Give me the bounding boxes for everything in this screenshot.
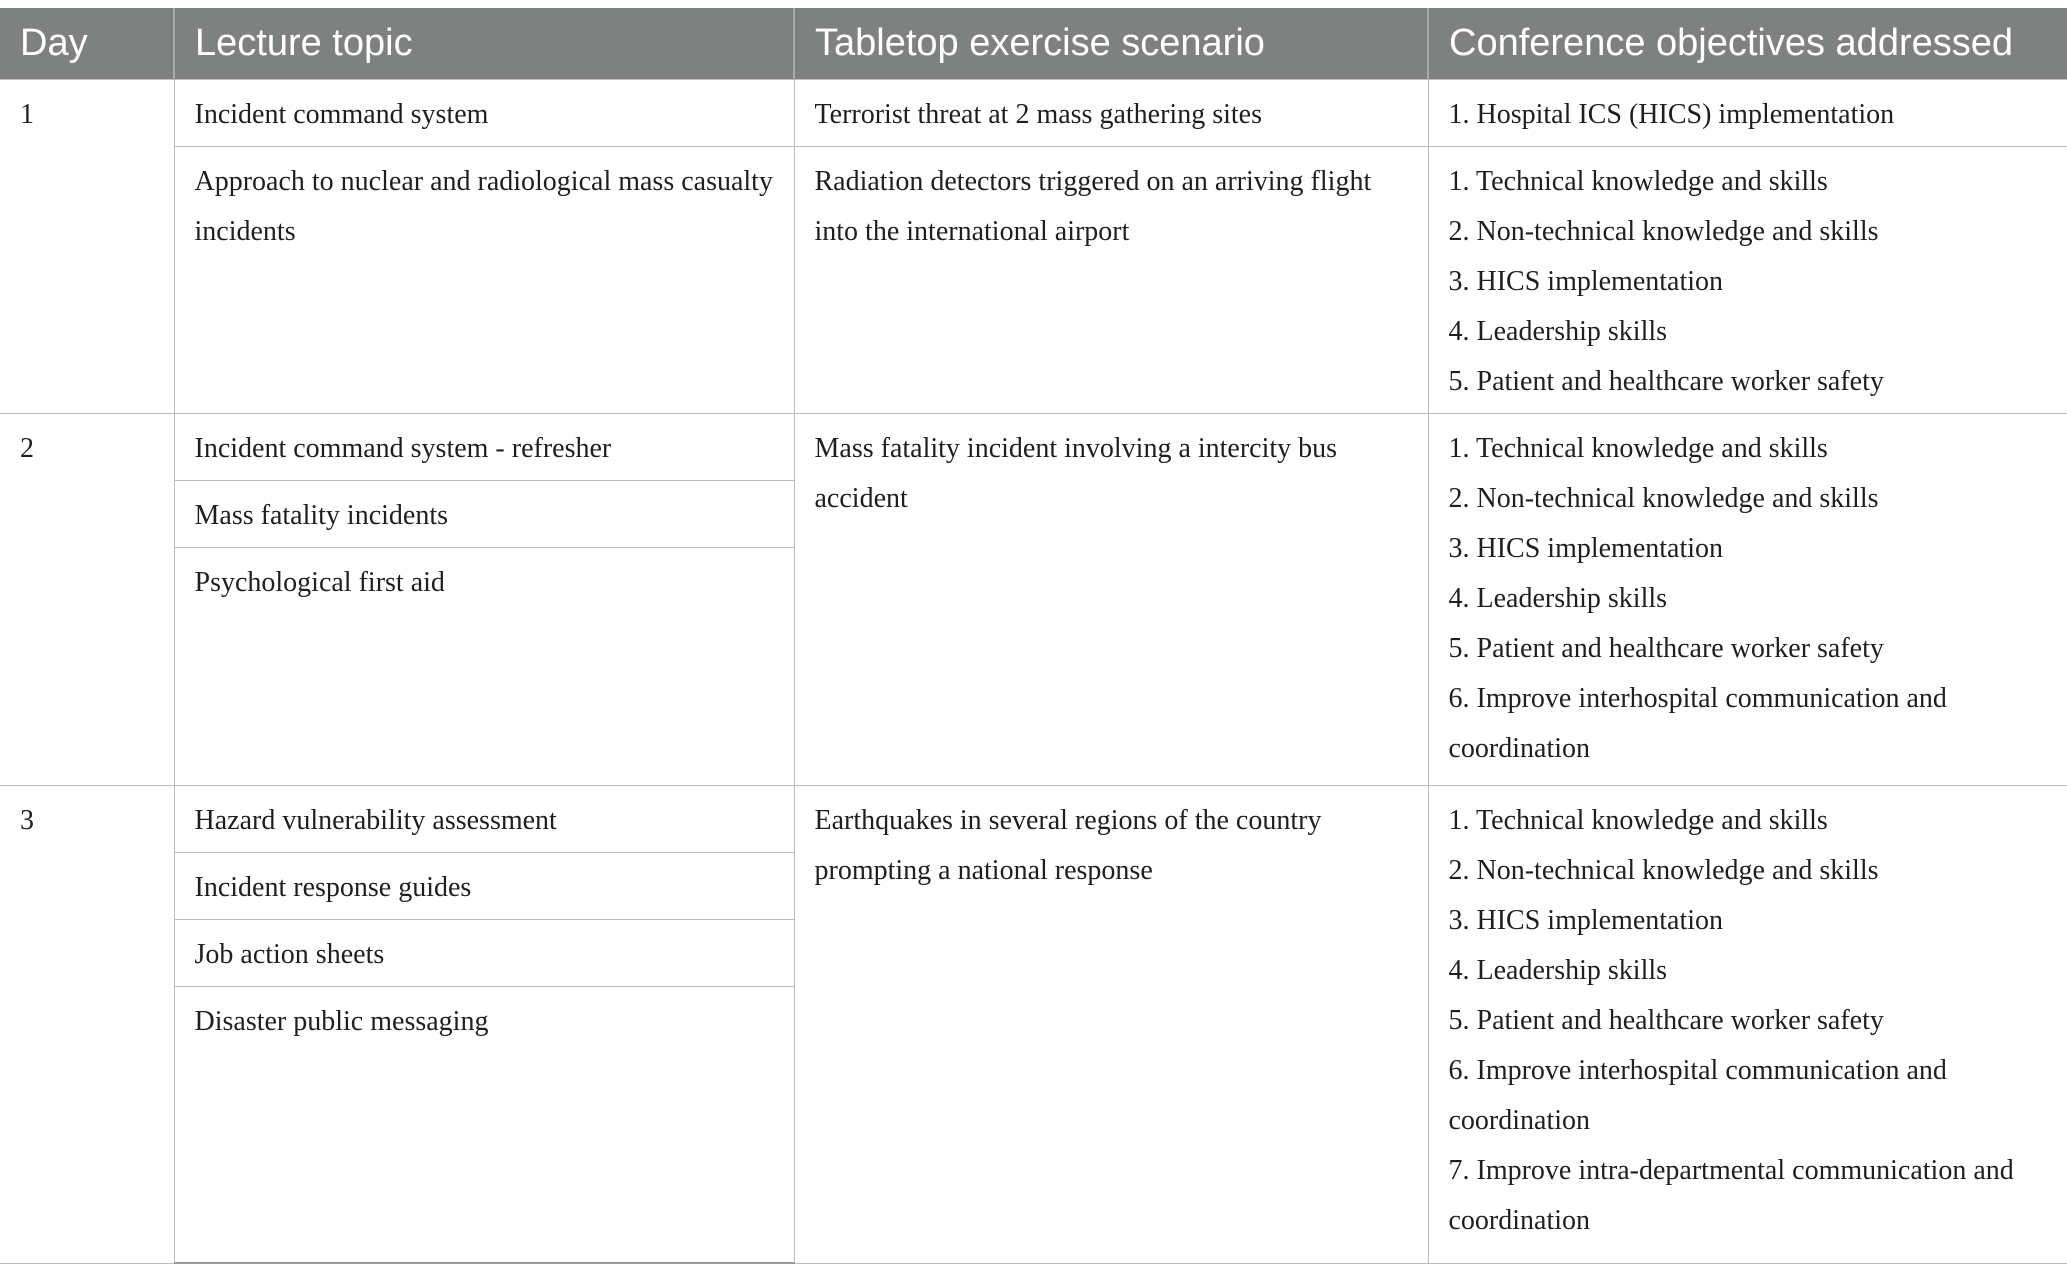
lecture-topic-cell	[174, 413, 794, 480]
header-conference-objectives: Conference objectives addressed	[1428, 8, 2067, 79]
lecture-topic-cell	[174, 79, 794, 146]
scenario-text: Mass fatality incident involving a intercity bus accident	[814, 432, 1338, 514]
objective-item: 1. Technical knowledge and skills	[1448, 165, 1828, 197]
scenario-text: Terrorist threat at 2 mass gathering sites	[814, 98, 1262, 130]
scenario-cell	[794, 79, 1428, 146]
objective-item: 5. Patient and healthcare worker safety	[1448, 365, 1884, 397]
lecture-topic: Job action sheets	[194, 938, 385, 970]
objective-item: 4. Leadership skills	[1448, 954, 1668, 986]
objective-item: 3. HICS implementation	[1448, 532, 1724, 564]
objectives-cell	[1428, 413, 2067, 785]
scenario-cell	[794, 413, 1428, 785]
objective-item: 2. Non-technical knowledge and skills	[1448, 482, 1879, 514]
lecture-topic-cell	[174, 146, 794, 413]
lecture-topic: Incident command system	[194, 98, 489, 130]
header-day: Day	[0, 8, 174, 79]
table-header	[0, 8, 2067, 79]
objective-item: 2. Non-technical knowledge and skills	[1448, 854, 1879, 886]
objective-item: 2. Non-technical knowledge and skills	[1448, 215, 1879, 247]
day-cell: 2	[0, 413, 174, 785]
table-body	[0, 79, 2067, 1263]
objective-item: 1. Hospital ICS (HICS) implementation	[1448, 98, 1895, 130]
table-row	[0, 785, 2067, 852]
lecture-topic: Mass fatality incidents	[194, 499, 449, 531]
table-row	[0, 146, 2067, 413]
objective-item: 3. HICS implementation	[1448, 265, 1724, 297]
lecture-topic: Approach to nuclear and radiological mass casualty incidents	[194, 165, 773, 247]
lecture-topic: Hazard vulnerability assessment	[194, 804, 557, 836]
objective-item: 4. Leadership skills	[1448, 582, 1668, 614]
header-lecture-topic: Lecture topic	[174, 8, 794, 79]
table-row	[0, 413, 2067, 480]
objective-item: 6. Improve interhospital communication and coordination	[1448, 682, 1947, 764]
objectives-cell	[1428, 79, 2067, 146]
lecture-topic-cell	[174, 919, 794, 986]
header-row	[0, 8, 2067, 79]
lecture-topic-cell	[174, 480, 794, 547]
lecture-topic-cell	[174, 547, 794, 785]
lecture-topic-cell	[174, 852, 794, 919]
objective-item: 5. Patient and healthcare worker safety	[1448, 1004, 1884, 1036]
schedule-table	[0, 8, 2067, 1264]
lecture-topic: Incident command system - refresher	[194, 432, 612, 464]
objectives-cell	[1428, 146, 2067, 413]
lecture-topic: Disaster public messaging	[194, 1005, 489, 1037]
lecture-topic-cell	[174, 785, 794, 852]
scenario-cell	[794, 785, 1428, 1263]
objective-item: 1. Technical knowledge and skills	[1448, 804, 1828, 836]
scenario-text: Radiation detectors triggered on an arriving flight into the international airport	[814, 165, 1372, 247]
day-cell: 3	[0, 785, 174, 1263]
objective-item: 4. Leadership skills	[1448, 315, 1668, 347]
objective-item: 5. Patient and healthcare worker safety	[1448, 632, 1884, 664]
objective-item: 7. Improve intra-departmental communication and coordination	[1448, 1154, 2014, 1236]
header-tabletop-scenario: Tabletop exercise scenario	[794, 8, 1428, 79]
day-cell: 1	[0, 79, 174, 413]
objective-item: 1. Technical knowledge and skills	[1448, 432, 1828, 464]
table-row	[0, 79, 2067, 146]
scenario-text: Earthquakes in several regions of the country prompting a national response	[814, 804, 1322, 886]
lecture-topic: Incident response guides	[194, 871, 472, 903]
lecture-topic: Psychological first aid	[194, 566, 445, 598]
objectives-cell	[1428, 785, 2067, 1263]
scenario-cell	[794, 146, 1428, 413]
objective-item: 6. Improve interhospital communication and coordination	[1448, 1054, 1947, 1136]
lecture-topic-cell	[174, 986, 794, 1263]
schedule-table-container	[0, 8, 2067, 1264]
objective-item: 3. HICS implementation	[1448, 904, 1724, 936]
